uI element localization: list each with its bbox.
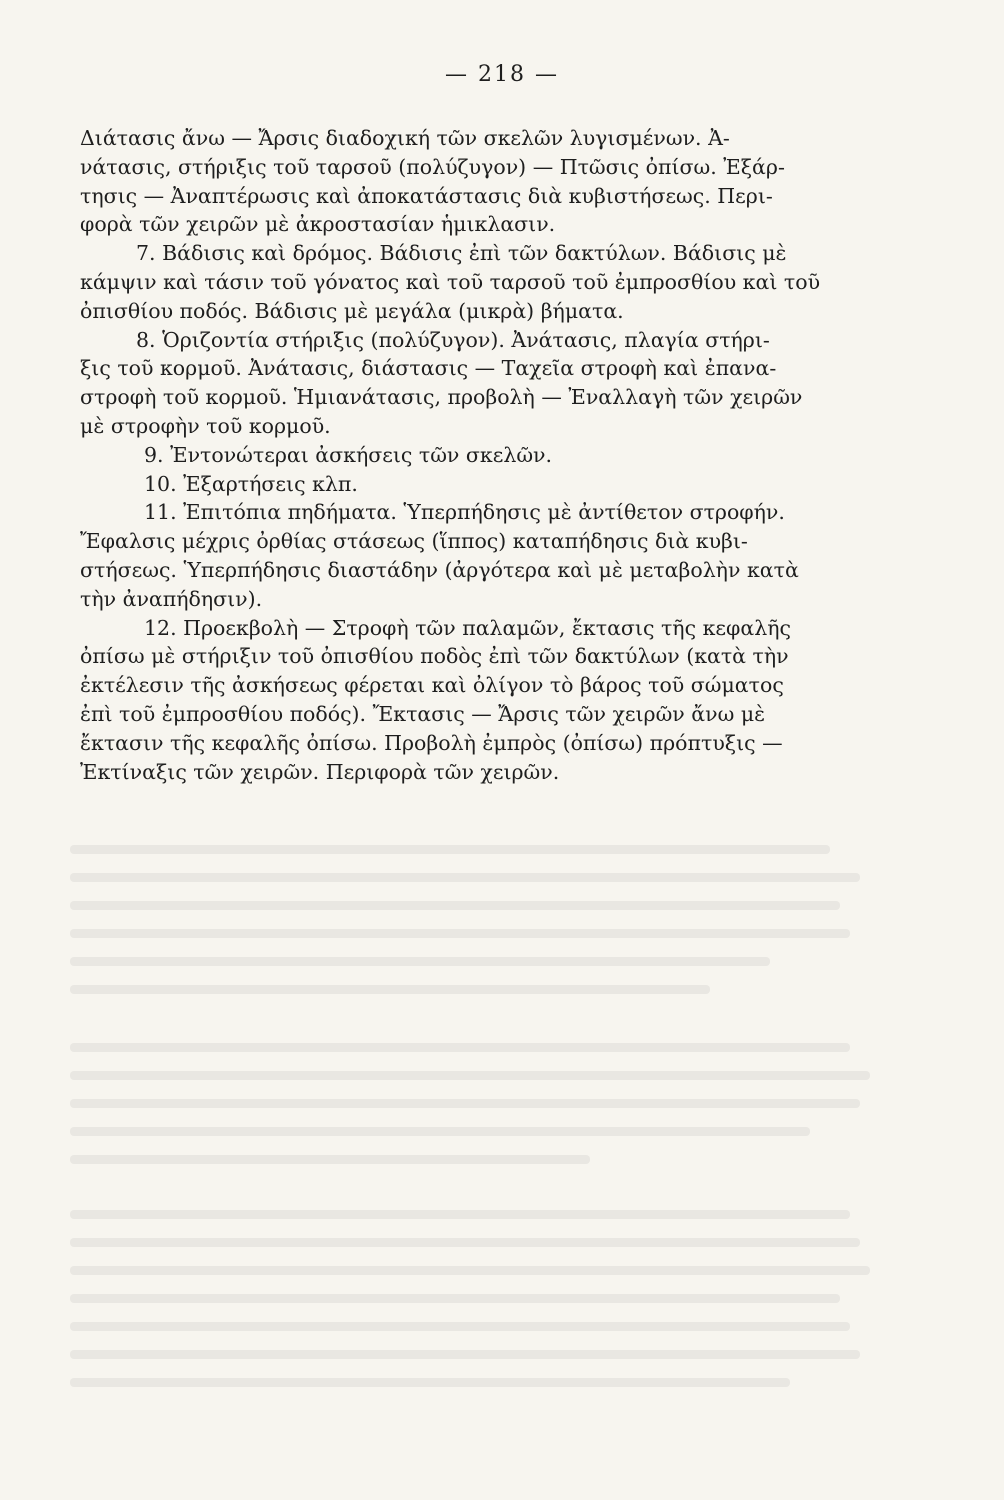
show-through-line xyxy=(70,1378,790,1387)
text-line: στροφὴ τοῦ κορμοῦ. Ἡμιανάτασις, προβολὴ — Ἐναλλαγὴ τῶν χειρῶν xyxy=(80,385,803,410)
text-line: μὲ στροφὴν τοῦ κορμοῦ. xyxy=(80,413,331,438)
paragraph-7-walking xyxy=(80,239,870,325)
paragraph-12-extension xyxy=(80,614,870,787)
text-line: 9. Ἐντονώτεραι ἀσκήσεις τῶν σκελῶν. xyxy=(144,442,553,467)
show-through-line xyxy=(70,985,710,994)
text-line: Διάτασις ἄνω — Ἄρσις διαδοχική τῶν σκελῶν λυγισμένων. Ἀ- xyxy=(80,126,730,150)
text-line: ξις τοῦ κορμοῦ. Ἀνάτασις, διάστασις — Ταχεῖα στροφὴ καὶ ἐπανα- xyxy=(80,356,777,381)
text-line: 12. Προεκβολὴ — Στροφὴ τῶν παλαμῶν, ἔκτασις τῆς κεφαλῆς xyxy=(144,615,791,640)
show-through-line xyxy=(70,1043,850,1052)
paragraph-10-hangs xyxy=(80,470,870,499)
text-line: 8. Ὁριζοντία στήριξις (πολύζυγον). Ἀνάτασις, πλαγία στήρι- xyxy=(136,327,770,352)
show-through-line xyxy=(70,1155,590,1164)
text-line: στήσεως. Ὑπερπήδησις διαστάδην (ἀργότερα καὶ μὲ μεταβολὴν κατὰ xyxy=(80,557,799,582)
show-through-line xyxy=(70,1071,870,1080)
page-body xyxy=(80,124,870,786)
show-through-line xyxy=(70,1294,840,1303)
text-line: 11. Ἐπιτόπια πηδήματα. Ὑπερπήδησις μὲ ἀντίθετον στροφήν. xyxy=(144,500,785,525)
paragraph-1 xyxy=(80,124,870,239)
text-line: νάτασις, στήριξις τοῦ ταρσοῦ (πολύζυγον) — Πτῶσις ὀπίσω. Ἐξάρ- xyxy=(80,154,785,179)
page-number: — 218 — xyxy=(445,62,559,87)
show-through-line xyxy=(70,1099,860,1108)
paragraph-11-jumps xyxy=(80,498,870,613)
show-through-line xyxy=(70,901,840,910)
show-through-line xyxy=(70,957,770,966)
text-line: ἐκτέλεσιν τῆς ἀσκήσεως φέρεται καὶ ὀλίγον τὸ βάρος τοῦ σώματος xyxy=(80,673,784,698)
text-line: ἐπὶ τοῦ ἐμπροσθίου ποδός). Ἔκτασις — Ἄρσις τῶν χειρῶν ἄνω μὲ xyxy=(80,701,766,726)
show-through-line xyxy=(70,1210,850,1219)
text-line: τησις — Ἀναπτέρωσις καὶ ἀποκατάστασις διὰ κυβιστήσεως. Περι- xyxy=(80,183,773,208)
show-through-line xyxy=(70,845,830,854)
text-line: ὀπίσω μὲ στήριξιν τοῦ ὀπισθίου ποδὸς ἐπὶ τῶν δακτύλων (κατὰ τὴν xyxy=(80,644,789,669)
show-through-line xyxy=(70,929,850,938)
text-line: ὀπισθίου ποδός. Βάδισις μὲ μεγάλα (μικρὰ) βήματα. xyxy=(80,298,624,323)
paragraph-9-legs xyxy=(80,441,870,470)
show-through-line xyxy=(70,873,860,882)
text-line: ἔκτασιν τῆς κεφαλῆς ὀπίσω. Προβολὴ ἐμπρὸς (ὀπίσω) πρόπτυξις — xyxy=(80,730,783,755)
text-line: κάμψιν καὶ τάσιν τοῦ γόνατος καὶ τοῦ ταρσοῦ τοῦ ἐμπροσθίου καὶ τοῦ xyxy=(80,269,821,294)
show-through-line xyxy=(70,1127,810,1136)
text-line: Ἐκτίναξις τῶν χειρῶν. Περιφορὰ τῶν χειρῶν. xyxy=(80,759,560,784)
show-through-line xyxy=(70,1238,860,1247)
show-through-line xyxy=(70,1350,860,1359)
paragraph-8-support xyxy=(80,326,870,441)
text-line: Ἔφαλσις μέχρις ὀρθίας στάσεως (ἵππος) καταπήδησις διὰ κυβι- xyxy=(80,529,748,554)
text-line: 7. Βάδισις καὶ δρόμος. Βάδισις ἐπὶ τῶν δακτύλων. Βάδισις μὲ xyxy=(136,241,787,266)
show-through-line xyxy=(70,1266,870,1275)
show-through-line xyxy=(70,1322,850,1331)
text-line: φορὰ τῶν χειρῶν μὲ ἀκροστασίαν ἡμικλασιν. xyxy=(80,212,556,237)
text-line: 10. Ἐξαρτήσεις κλπ. xyxy=(144,471,358,496)
text-line: τὴν ἀναπήδησιν). xyxy=(80,586,263,611)
